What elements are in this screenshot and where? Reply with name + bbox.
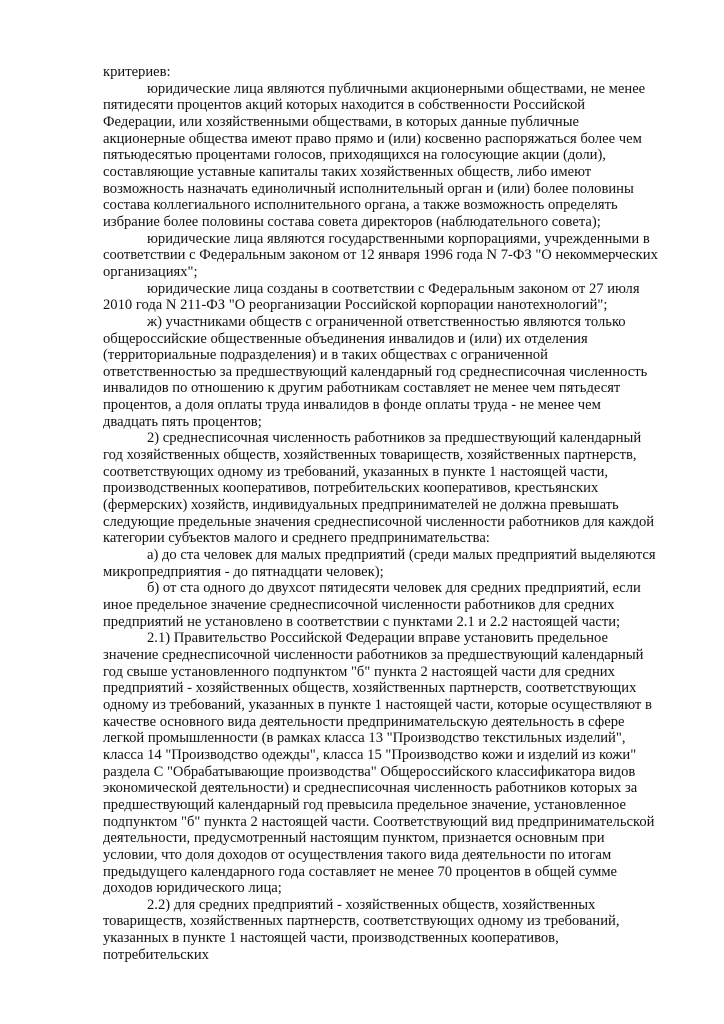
paragraph-item-2b: б) от ста одного до двухсот пятидесяти человек для средних предприятий, если иное предельное значение среднесписочной численности работников для средних предприятий не установлено в соответствии с пунктами 2.1 и 2.2 настоящей части; — [103, 580, 641, 630]
paragraph-criteria-lead: критериев: — [103, 64, 171, 80]
paragraph-item-2-2: 2.2) для средних предприятий - хозяйственных обществ, хозяйственных товариществ, хозяйственных партнерств, соответствующих одному из требований, указанных в пункте 1 настоящей части, производственных кооперативов, потребительских — [103, 896, 620, 963]
paragraph-item-2a: а) до ста человек для малых предприятий (среди малых предприятий выделяются микропредприятия - до пятнадцати человек); — [103, 547, 656, 580]
paragraph-item-2: 2) среднесписочная численность работников за предшествующий календарный год хозяйственных обществ, хозяйственных товариществ, хозяйственных партнерств, соответствующих одному из требований, указанных в пункте 1 настоящей части, производственных кооперативов, потребительских кооперативов, крестьянских (фермерских) хозяйств, индивидуальных предпринимателей не должна превышать следующие предельные значения среднесписочной численности работников для каждой категории субъектов малого и среднего предпринимательства: — [103, 430, 655, 547]
paragraph-item-zh: ж) участниками обществ с ограниченной ответственностью являются только общероссийские общественные объединения инвалидов и (или) их отделения (территориальные подразделения) и в таких обществах с ограниченной ответственностью за предшествующий календарный год среднесписочная численность инвалидов по отношению к другим работникам составляет не менее чем пятьдесят процентов, а доля оплаты труда инвалидов в фонде оплаты труда - не менее чем двадцать пять процентов; — [103, 313, 648, 430]
paragraph-item-2-1: 2.1) Правительство Российской Федерации вправе установить предельное значение среднесписочной численности работников за предшествующий календарный год свыше установленного подпунктом "б" пункта 2 настоящей части для средних предприятий - хозяйственных обществ, хозяйственных партнерств, соответствующих одному из требований, указанных в пункте 1 настоящей части, которые осуществляют в качестве основного вида деятельности предпринимательскую деятельность в сфере легкой промышленности (в рамках класса 13 "Производство текстильных изделий", класса 14 "Производство одежды", класса 15 "Производство кожи и изделий из кожи" раздела С "Обрабатывающие производства" Общероссийского классификатора видов экономической деятельности) и среднесписочная численность работников которых за предшествующий календарный год превысила предельное значение, установленное подпунктом "б" пункта 2 настоящей части. Соответствующий вид предпринимательской деятельности, предусмотренный настоящим пунктом, признается основным при условии, что доля доходов от осуществления такого вида деятельности по итогам предыдущего календарного года составляет не менее 70 процентов в общей сумме доходов юридического лица; — [103, 630, 655, 897]
paragraph-public-joint-stock: юридические лица являются публичными акционерными обществами, не менее пятидесяти процентов акций которых находится в собственности Российской Федерации, или хозяйственными обществами, в которых данные публичные акционерные общества имеют право прямо и (или) косвенно распоряжаться более чем пятьюдесятью процентами голосов, приходящихся на голосующие акции (доли), составляющие уставные капиталы таких хозяйственных обществ, либо имеют возможность назначать единоличный исполнительный орган и (или) более половины состава коллегиального исполнительного органа, а также возможность определять избрание более половины состава совета директоров (наблюдательного совета); — [103, 80, 646, 230]
document-page — [103, 64, 659, 963]
paragraph-nanotech-reorganization: юридические лица созданы в соответствии с Федеральным законом от 27 июля 2010 года N 211-ФЗ "О реорганизации Российской корпорации нанотехнологий"; — [103, 280, 640, 314]
paragraph-state-corporations: юридические лица являются государственными корпорациями, учрежденными в соответствии с Федеральным законом от 12 января 1996 года N 7-ФЗ "О некоммерческих организациях"; — [103, 230, 658, 280]
